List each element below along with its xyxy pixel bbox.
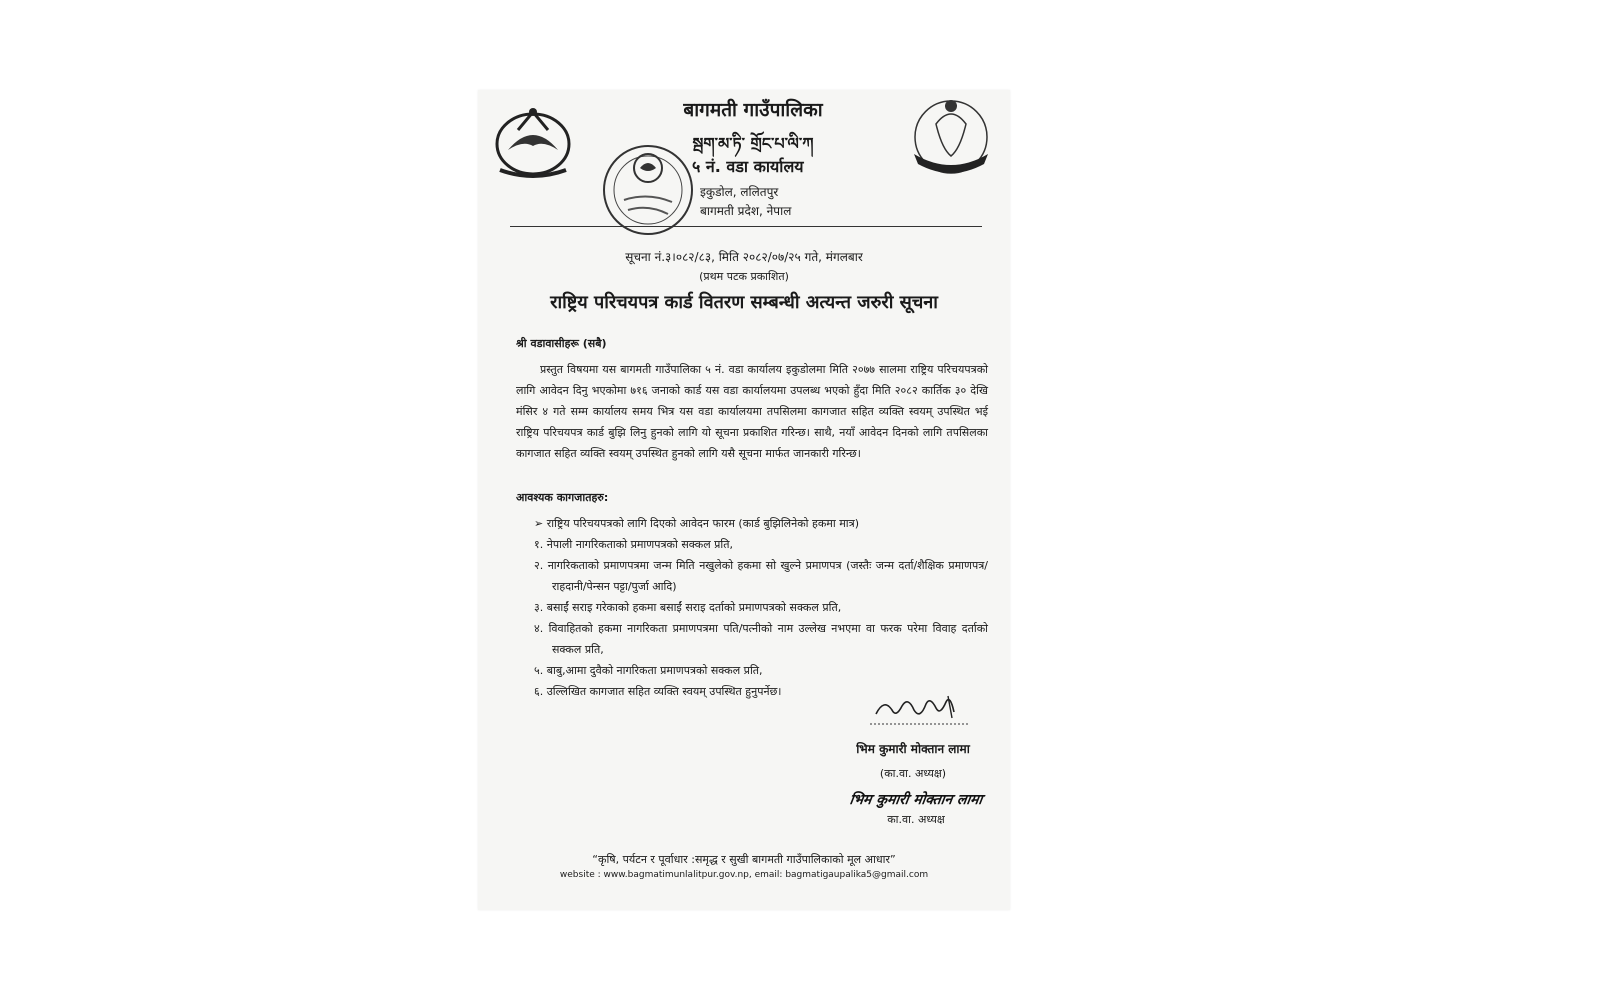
address-line-2: बागमती प्रदेश, नेपाल <box>700 204 792 218</box>
notice-document <box>478 90 1010 910</box>
list-item: ३. बसाईं सराइ गरेकाको हकमा बसाईं सराइ दर्ताको प्रमाणपत्रको सक्कल प्रति, <box>534 601 842 614</box>
header-divider <box>510 226 982 227</box>
list-item: ५. बाबु,आमा दुवैको नागरिकता प्रमाणपत्रको सक्कल प्रति, <box>534 664 763 677</box>
name-stamp: भिम कुमारी मोक्तान लामा <box>848 792 984 808</box>
nepal-emblem-icon <box>488 100 578 182</box>
title-stamp: का.वा. अध्यक्ष <box>887 813 945 826</box>
ward-office-name: ५ नं. वडा कार्यालय <box>692 157 804 176</box>
municipality-name-tibetan: སྦག་མ་ཏི་ གྲོང་པ་ལི་ཀ <box>692 134 814 153</box>
signatory-title: (का.वा. अध्यक्ष) <box>879 767 947 780</box>
salutation: श्री वडावासीहरू (सबै) <box>516 337 607 350</box>
list-item: ➢ राष्ट्रिय परिचयपत्रको लागि दिएको आवेदन फारम (कार्ड बुझिलिनेको हकमा मात्र) <box>534 517 860 530</box>
notice-body: प्रस्तुत विषयमा यस बागमती गाउँपालिका ५ नं. वडा कार्यालय इकुडोलमा मिति २०७७ सालमा राष्ट्रिय परिचयपत्रको लागि आवेदन दिनु भएकोमा ७१६ जनाको कार्ड यस वडा कार्यालयमा उपलब्ध भएको हुँदा मिति २०८२ कार्तिक ३० देखि मंसिर ४ गते सम्म कार्यालय समय भित्र यस वडा कार्यालयमा तपसिलमा कागजात सहित व्यक्ति स्वयम् उपस्थित भई राष्ट्रिय परिचयपत्र कार्ड बुझि लिनु हुनको लागि यो सूचना प्रकाशित गरिन्छ। साथै, नयाँ आवेदन दिनको लागि तपसिलका कागजात सहित व्यक्ति स्वयम् उपस्थित हुनको लागि यसै सूचना मार्फत जानकारी गरिन्छ। <box>516 363 988 460</box>
publication-note: (प्रथम पटक प्रकाशित) <box>699 270 789 283</box>
documents-heading: आवश्यक कागजातहरु: <box>516 491 609 504</box>
footer-motto: “कृषि, पर्यटन र पूर्वाधार :समृद्ध र सुखी बागमती गाउँपालिकाको मूल आधार” <box>592 853 896 866</box>
list-item: ६. उल्लिखित कागजात सहित व्यक्ति स्वयम् उपस्थित हुनुपर्नेछ। <box>534 685 782 698</box>
signatory-name: भिम कुमारी मोक्तान लामा <box>856 742 970 756</box>
municipality-name: बागमती गाउँपालिका <box>683 99 823 121</box>
list-item: ४. विवाहितको हकमा नागरिकता प्रमाणपत्रमा पति/पत्नीको नाम उल्लेख नभएमा वा फरक परेमा विवाह दर्ताको सक्कल प्रति, <box>534 622 988 656</box>
documents-list <box>534 513 988 702</box>
list-item: २. नागरिकताको प्रमाणपत्रमा जन्म मिति नखुलेको हकमा सो खुल्ने प्रमाणपत्र (जस्तैः जन्म दर्ता/शैक्षिक प्रमाणपत्र/राहदानी/पेन्सन पट्टा/पुर्जा आदि) <box>534 559 988 593</box>
notice-reference: सूचना नं.३।०८२/८३, मिति २०८२/०७/२५ गते, मंगलबार <box>625 250 863 264</box>
signature-icon <box>870 688 970 728</box>
footer-contact: website : www.bagmatimunlalitpur.gov.np, email: bagmatigaupalika5@gmail.com <box>559 870 929 880</box>
notice-subject: राष्ट्रिय परिचयपत्र कार्ड वितरण सम्बन्धी अत्यन्त जरुरी सूचना <box>550 292 938 313</box>
municipality-logo-icon <box>908 94 994 180</box>
address-line-1: इकुडोल, ललितपुर <box>700 185 779 199</box>
list-item: १. नेपाली नागरिकताको प्रमाणपत्रको सक्कल प्रति, <box>534 538 734 551</box>
